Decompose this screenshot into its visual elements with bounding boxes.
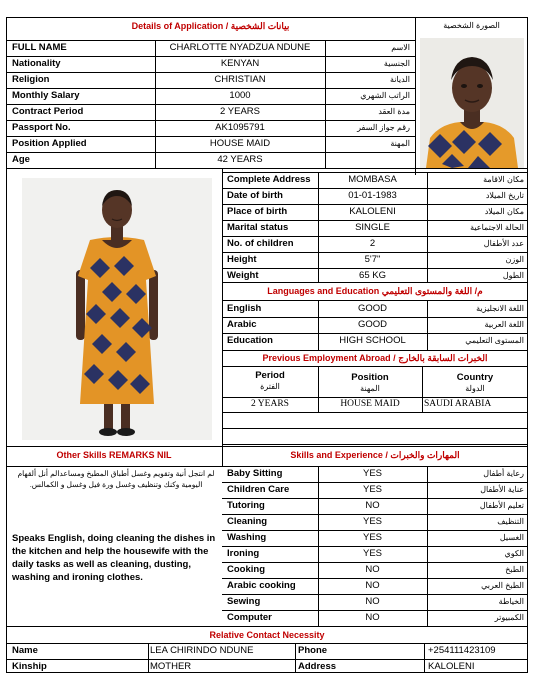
detail-label-ar: الطول [502,271,524,280]
language-label: English [227,303,262,314]
language-label-ar: اللغة العربية [484,320,524,329]
personal-label: Age [12,154,30,165]
skill-label: Sewing [227,596,261,607]
personal-value: 42 YEARS [217,154,263,165]
skill-value: YES [362,548,382,559]
language-label: Arabic [227,319,257,330]
personal-label: Passport No. [12,122,71,133]
detail-label-ar: مكان الميلاد [484,207,524,216]
language-label-ar: المستوى التعليمي [465,336,524,345]
detail-value: 2 [369,238,376,249]
contact-header: Relative Contact Necessity [209,630,325,640]
personal-label-ar: رقم جواز السفر [357,123,410,132]
personal-value: CHRISTIAN [214,74,266,85]
detail-label: Date of birth [227,190,283,201]
form-title: Details of Application / بيانات الشخصية [131,21,290,31]
skill-label: Baby Sitting [227,468,283,479]
language-label-ar: اللغة الانجليزية [476,304,524,313]
other-skills-arabic: لم انتجل أنية وتقويم وغسل أطباق المطبخ ومساعدالم أنل ألقهام اليومية وكنك وتنظيف وغسل ورة فيل وغسل و الكمالس. [17,469,215,489]
personal-label-ar: الجنسية [383,59,410,68]
skill-label: Ironing [227,548,260,559]
detail-value: 65 KG [359,270,386,281]
other-skills-english: Speaks English, doing cleaning the dishes in the kitchen and help the housewife with the daily tasks as well as cleaning, dusting, washing and ironing clothes. [12,533,216,583]
skill-label: Washing [227,532,267,543]
skill-label-ar: رعاية أطفال [483,469,524,478]
skill-label-ar: الغسيل [499,533,524,542]
skill-value: NO [365,580,380,591]
personal-label: Contract Period [12,106,84,117]
detail-label: Height [227,254,257,265]
personal-label: Monthly Salary [12,90,80,101]
skill-label: Cooking [227,564,265,575]
skill-label: Arabic cooking [227,580,296,591]
skill-value: NO [365,564,380,575]
languages-header: Languages and Education م/ اللغة والمستوى التعليمي [267,286,483,296]
personal-value: 2 YEARS [220,106,260,117]
skill-value: NO [365,500,380,511]
detail-label: No. of children [227,238,294,249]
contact-kinship-value: MOTHER [150,661,192,672]
position-col-header: Position المهنة [351,372,389,393]
contact-name-value: LEA CHIRINDO NDUNE [150,645,254,656]
personal-label: Religion [12,74,50,85]
detail-label-ar: عدد الأطفال [483,239,524,248]
skill-label: Children Care [227,484,290,495]
skill-label-ar: تعليم الأطفال [479,501,524,510]
detail-value: MOMBASA [348,174,397,185]
language-value: HIGH SCHOOL [339,335,406,346]
personal-value: CHARLOTTE NYADZUA NDUNE [169,42,311,53]
employment-header: Previous Employment Abroad / الخبرات السابقة بالخارج [262,353,488,363]
detail-value: SINGLE [355,222,390,233]
personal-value: 1000 [229,90,251,101]
skill-label-ar: الخياطة [498,597,524,606]
detail-label-ar: الوزن [505,255,524,264]
personal-label: FULL NAME [12,42,67,53]
skill-value: YES [362,532,382,543]
contact-kinship-label: Kinship [12,661,47,672]
personal-value: AK1095791 [215,122,265,133]
contact-address-value: KALOLENI [428,661,475,672]
skill-label-ar: الكمبيوتر [494,613,524,622]
personal-label: Nationality [12,58,61,69]
period-col-header: Period الفترة [255,370,285,391]
employment-period: 2 YEARS [251,399,289,409]
contact-phone-value: +254111423109 [428,645,496,656]
personal-label-ar: الاسم [391,43,410,52]
skill-label: Tutoring [227,500,265,511]
personal-label: Position Applied [12,138,87,149]
skill-value: NO [365,596,380,607]
skill-value: YES [362,516,382,527]
contact-phone-label: Phone [298,645,328,656]
portrait-photo [420,38,524,168]
personal-value: KENYAN [220,58,260,69]
detail-label-ar: الحالة الاجتماعية [470,223,524,232]
personal-label-ar: الراتب الشهري [360,91,410,100]
skill-label: Cleaning [227,516,268,527]
skill-label-ar: التنظيف [497,517,524,526]
language-value: GOOD [357,303,388,314]
personal-label-ar: مدة العقد [378,107,410,116]
personal-label-ar: الديانة [389,75,410,84]
employment-country: SAUDI ARABIA [424,399,492,409]
detail-label-ar: مكان الاقامة [483,175,524,184]
skill-label-ar: الطبخ العربي [481,581,524,590]
skills-header: Skills and Experience / المهارات والخبرات [290,450,460,460]
skill-value: YES [362,468,382,479]
personal-value: HOUSE MAID [209,138,271,149]
language-value: GOOD [357,319,388,330]
skill-label-ar: عناية الأطفال [480,485,524,494]
skill-label: Computer [227,612,272,623]
detail-value: 01-01-1983 [348,190,397,201]
skill-value: NO [365,612,380,623]
language-label: Education [227,335,273,346]
skill-label-ar: الطبخ [505,565,524,574]
detail-label: Weight [227,270,259,281]
contact-address-label: Address [298,661,337,672]
detail-label-ar: تاريخ الميلاد [485,191,524,200]
detail-label: Marital status [227,222,289,233]
country-col-header: Country الدولة [456,372,494,393]
photo-label: الصورة الشخصية [443,21,500,30]
detail-value: 5'7" [364,254,381,265]
full-body-photo [22,178,212,440]
skill-label-ar: الكوي [504,549,524,558]
detail-label: Complete Address [227,174,311,185]
personal-label-ar: المهنة [390,139,410,148]
detail-value: KALOLENI [349,206,396,217]
other-skills-header: Other Skills REMARKS NIL [56,450,172,460]
skill-value: YES [362,484,382,495]
contact-name-label: Name [12,645,38,656]
employment-position: HOUSE MAID [340,399,400,409]
detail-label: Place of birth [227,206,288,217]
